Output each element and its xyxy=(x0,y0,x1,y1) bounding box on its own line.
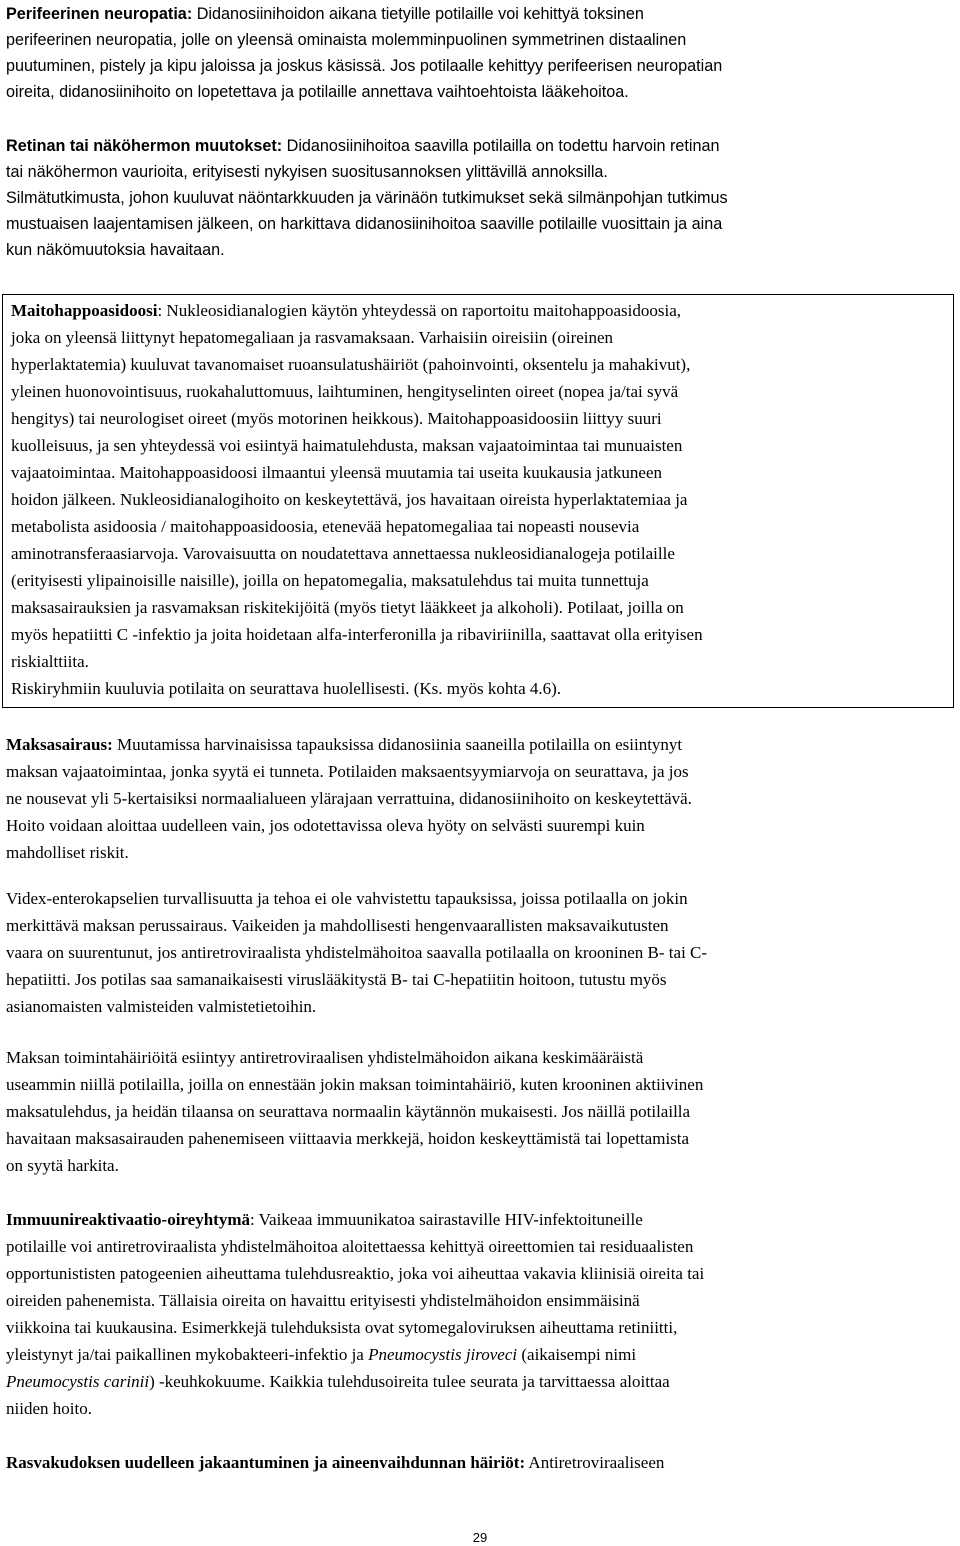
section-liver-disease: Maksasairaus: Muutamissa harvinaisissa tapauksissa didanosiinia saaneilla potilailla on esiintynyt maksan vajaatoimintaa, jonka syytä ei tunneta. Potilaiden maksaentsyymiarvoja on seurattava, ja jos ne nousevat yli 5-kertaisiksi normaalialueen ylärajaan verrattuina, didanosiinihoito on keskeytettävä. Hoito voidaan aloittaa uudelleen vain, jos odotettavissa oleva hyöty on selvästi suurempi kuin mahdolliset riskit. xyxy=(6,735,692,862)
species-name-jiroveci: Pneumocystis jiroveci xyxy=(368,1345,518,1364)
section-fat-redistribution: Rasvakudoksen uudelleen jakaantuminen ja aineenvaihdunnan häiriöt: Antiretroviraaliseen xyxy=(6,1453,665,1472)
section-retina-optic-nerve: Retinan tai näköhermon muutokset: Didanosiinihoitoa saavilla potilailla on todettu harvoin retinan tai näköhermon vaurioita, erityisesti nykyisen suositusannoksen ylittävillä annoksilla. Silmätutkimusta, johon kuuluvat näöntarkkuuden ja värinäön tutkimukset sekä silmänpohjan tutkimus mustuaisen laajentamisen jälkeen, on harkittava didanosiinihoitoa saaville potilaille vuosittain ja aina kun näkömuutoksia havaitaan. xyxy=(6,137,728,259)
lactic-acidosis-box xyxy=(2,294,954,708)
section-lactic-acidosis: Maitohappoasidoosi: Nukleosidianalogien käytön yhteydessä on raportoitu maitohappoasidoosia, joka on yleensä liittynyt hepatomegaliaan ja rasvamaksaan. Varhaisiin oireisiin (oireinen hyperlaktatemia) kuuluvat tavanomaiset ruoansulatushäiriöt (pahoinvointi, oksentelu ja mahakivut), yleinen huonovointisuus, ruokahaluttomuus, laihtuminen, hengityselinten oireet (nopea ja/tai syvä hengitys) tai neurologiset oireet (myös motorinen heikkous). Maitohappoasidoosiin liittyy suuri kuolleisuus, ja sen yhteydessä voi esiintyä haimatulehdusta, maksan vajaatoimintaa tai munuaisten vajaatoimintaa. Maitohappoasidoosi ilmaantui yleensä muutamia tai useita kuukausia jatkuneen hoidon jälkeen. Nukleosidianalogihoito on keskeytettävä, jos havaitaan oireista hyperlaktatemiaa ja metabolista asidoosia / maitohappoasidoosia, etenevää hepatomegaliaa tai nopeasti nousevia aminotransferaasiarvoja. Varovaisuutta on noudatettava annettaessa nukleosidianalogeja potilaille (erityisesti ylipainoisille naisille), joilla on hepatomegalia, maksatulehdus tai muita tunnettuja maksasairauksien ja rasvamaksan riskitekijöitä (myös tietyt lääkkeet ja alkoholi). Potilaat, joilla on myös hepatiitti C -infektio ja joita hoidetaan alfa-interferonilla ja ribaviriinilla, saattavat olla erityisen riskialttiita. Riskiryhmiin kuuluvia potilaita on seurattava huolellisesti. (Ks. myös kohta 4.6). xyxy=(11,301,703,698)
species-name-carinii: Pneumocystis carinii xyxy=(6,1372,150,1391)
heading-liver-disease: Maksasairaus: xyxy=(6,735,113,754)
page-number: 29 xyxy=(472,1530,488,1545)
section-peripheral-neuropathy: Perifeerinen neuropatia: Didanosiinihoidon aikana tietyille potilaille voi kehittyä toksinen perifeerinen neuropatia, jolle on yleensä ominaista molemminpuolinen symmetrinen distaalinen puutuminen, pistely ja kipu jaloissa ja joskus käsissä. Jos potilaalle kehittyy perifeerisen neuropatian oireita, didanosiinihoito on lopetettava ja potilaille annettava vaihtoehtoista lääkehoitoa. xyxy=(6,5,723,101)
heading-immune-reactivation: Immuunireaktivaatio-oireyhtymä xyxy=(6,1210,250,1229)
paragraph-videx-safety: Videx-enterokapselien turvallisuutta ja tehoa ei ole vahvistettu tapauksissa, joissa potilaalla on jokin merkittävä maksan perussairaus. Vaikeiden ja mahdollisesti hengenvaarallisten maksavaikutusten vaara on suurentunut, jos antiretroviraalista yhdistelmähoitoa saavalla potilaalla on krooninen B- tai C- hepatiitti. Jos potilas saa samanaikaisesti viruslääkitystä B- tai C-hepatiitin hoitoon, tutustu myös asianomaisten valmisteiden valmistetietoihin. xyxy=(6,889,708,1016)
section-immune-reactivation: Immuunireaktivaatio-oireyhtymä: Vaikeaa immuunikatoa sairastaville HIV-infektoituneille potilaille voi antiretroviraalista yhdistelmähoitoa aloitettaessa kehittyä oireettomien tai residuaalisten opportunististen patogeenien aiheuttama tulehdusreaktio, joka voi aiheuttaa vakavia kliinisiä oireita tai oireiden pahenemista. Tällaisia oireita on havaittu erityisesti yhdistelmähoidon ensimmäisinä viikkoina tai kuukausina. Esimerkkejä tulehduksista ovat sytomegaloviruksen aiheuttama retiniitti, yleistynyt ja/tai paikallinen mykobakteeri-infektio ja Pneumocystis jiroveci (aikaisempi nimi Pneumocystis carinii) -keuhkokuume. Kaikkia tulehdusoireita tulee seurata ja tarvittaessa aloittaa niiden hoito. xyxy=(6,1210,705,1418)
heading-retina: Retinan tai näköhermon muutokset: xyxy=(6,137,283,155)
heading-lactic-acidosis: Maitohappoasidoosi xyxy=(11,301,158,320)
heading-fat-redistribution: Rasvakudoksen uudelleen jakaantuminen ja aineenvaihdunnan häiriöt: xyxy=(6,1453,526,1472)
heading-peripheral-neuropathy: Perifeerinen neuropatia: xyxy=(6,5,193,23)
paragraph-liver-dysfunction: Maksan toimintahäiriöitä esiintyy antiretroviraalisen yhdistelmähoidon aikana keskimääräistä useammin niillä potilailla, joilla on ennestään jokin maksan toimintahäiriö, kuten krooninen aktiivinen maksatulehdus, ja heidän tilaansa on seurattava normaalin käytännön mukaisesti. Jos näillä potilailla havaitaan maksasairauden pahenemiseen viittaavia merkkejä, hoidon keskeyttämistä tai lopettamista on syytä harkita. xyxy=(6,1048,704,1175)
